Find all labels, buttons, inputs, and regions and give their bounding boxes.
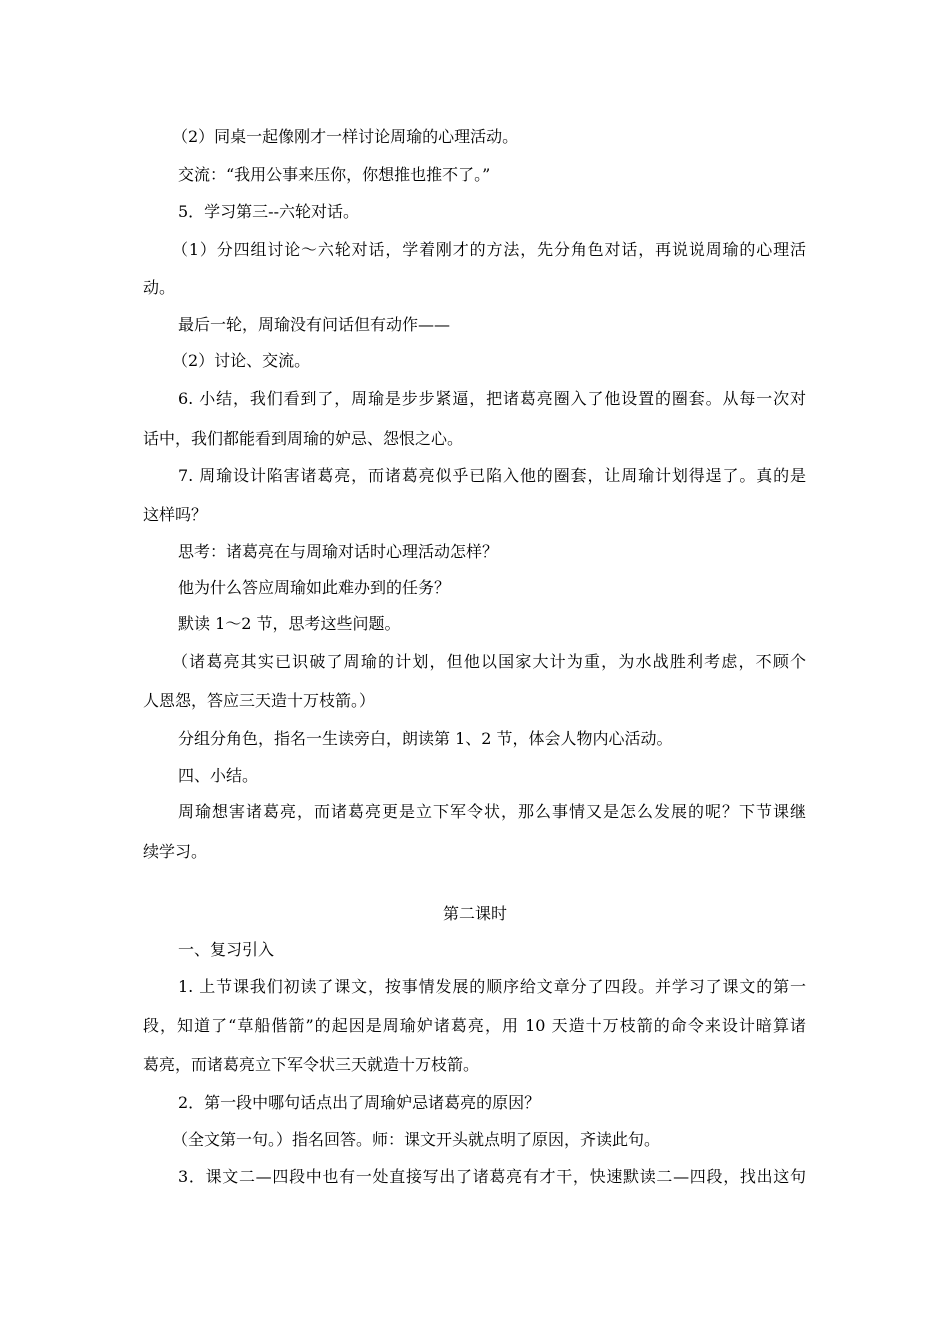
paragraph-line: 葛亮，而诸葛亮立下军令状三天就造十万枝箭。 (143, 1055, 480, 1074)
paragraph-line: 3．课文二—四段中也有一处直接写出了诸葛亮有才干，快速默读二—四段，找出这句 (178, 1167, 806, 1186)
section-heading: 第二课时 (442, 904, 507, 923)
paragraph-line: 最后一轮，周瑜没有问话但有动作—— (178, 315, 451, 334)
paragraph-line: 7. 周瑜设计陷害诸葛亮，而诸葛亮似乎已陷入他的圈套，让周瑜计划得逞了。真的是 (178, 466, 806, 485)
paragraph-line: （全文第一句。）指名回答。师：课文开头就点明了原因，齐读此句。 (172, 1130, 661, 1149)
paragraph-line: 人恩怨，答应三天造十万枝箭。） (143, 691, 376, 710)
paragraph-line: 6. 小结，我们看到了，周瑜是步步紧逼，把诸葛亮圈入了他设置的圈套。从每一次对 (178, 389, 806, 408)
paragraph-line: 话中，我们都能看到周瑜的妒忌、怨恨之心。 (143, 429, 464, 448)
paragraph-line: 交流：“我用公事来压你，你想推也推不了。” (178, 165, 491, 184)
paragraph-line: 这样吗？ (143, 505, 208, 524)
paragraph-line: （1）分四组讨论～六轮对话，学着刚才的方法，先分角色对话，再说说周瑜的心理活 (172, 240, 806, 259)
paragraph-line: 默读 1～2 节，思考这些问题。 (178, 614, 401, 633)
paragraph-line: （2）同桌一起像刚才一样讨论周瑜的心理活动。 (172, 127, 519, 146)
paragraph-line: 段，知道了“草船偕箭”的起因是周瑜妒诸葛亮，用 10 天造十万枝箭的命令来设计暗算诸 (143, 1016, 806, 1035)
paragraph-line: （2）讨论、交流。 (172, 351, 311, 370)
paragraph-line: 2．第一段中哪句话点出了周瑜妒忌诸葛亮的原因？ (178, 1093, 541, 1112)
paragraph-line: 思考：诸葛亮在与周瑜对话时心理活动怎样？ (178, 542, 499, 561)
paragraph-line: 1. 上节课我们初读了课文，按事情发展的顺序给文章分了四段。并学习了课文的第一 (178, 977, 806, 996)
paragraph-line: 分组分角色，指名一生读旁白，朗读第 1、2 节，体会人物内心活动。 (178, 729, 673, 748)
paragraph-line: 5．学习第三--六轮对话。 (178, 202, 359, 221)
paragraph-line: 续学习。 (143, 842, 208, 861)
paragraph-line: 四、小结。 (178, 766, 259, 785)
paragraph-line: （诸葛亮其实已识破了周瑜的计划，但他以国家大计为重，为水战胜利考虑，不顾个 (172, 652, 806, 671)
paragraph-line: 他为什么答应周瑜如此难办到的任务？ (178, 578, 451, 597)
paragraph-line: 动。 (143, 278, 176, 297)
paragraph-line: 周瑜想害诸葛亮，而诸葛亮更是立下军令状，那么事情又是怎么发展的呢？下节课继 (178, 802, 806, 821)
paragraph-line: 一、复习引入 (178, 940, 275, 959)
